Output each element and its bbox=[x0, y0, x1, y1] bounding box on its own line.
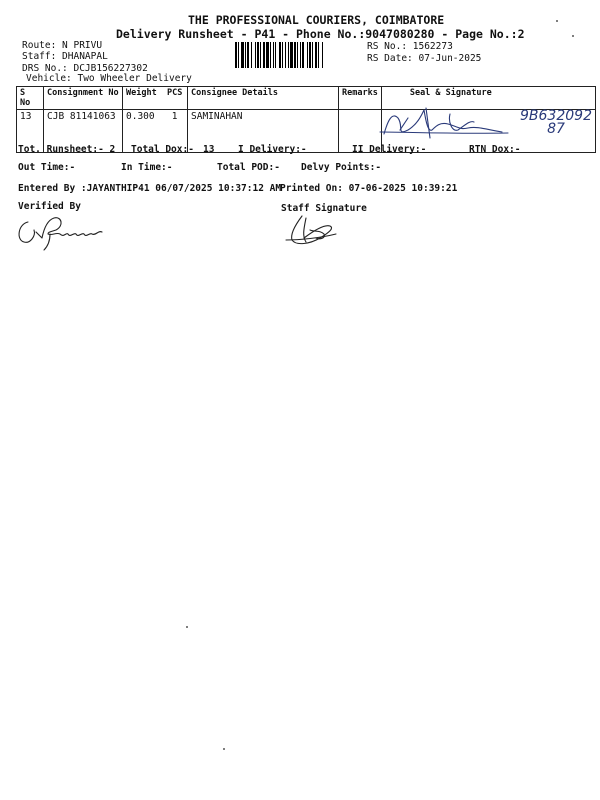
col-pcs: PCS bbox=[166, 88, 183, 98]
col-seal-signature: Seal & Signature bbox=[381, 87, 595, 110]
printed-on: Printed On: 07-06-2025 10:39:21 bbox=[280, 183, 458, 194]
scan-speck bbox=[572, 35, 574, 37]
barcode-bar bbox=[300, 42, 301, 68]
barcode-bar bbox=[235, 42, 237, 68]
barcode-bar bbox=[241, 42, 244, 68]
cell-sno: 13 bbox=[17, 110, 44, 153]
barcode-graphic bbox=[235, 42, 360, 68]
barcode-bar bbox=[294, 42, 296, 68]
cell-pcs: 1 bbox=[171, 111, 178, 122]
barcode-bar bbox=[288, 42, 289, 68]
barcode-bar bbox=[322, 42, 323, 68]
barcode-bar bbox=[263, 42, 265, 68]
route-label: Route: N PRIVU bbox=[22, 40, 103, 51]
col-weight-pcs bbox=[123, 87, 188, 110]
col-consignment: Consignment No bbox=[44, 87, 123, 110]
cell-consignment: CJB 81141063 bbox=[44, 110, 123, 153]
total-dox-label: Total Dox:- bbox=[131, 144, 194, 155]
out-time-label: Out Time:- bbox=[18, 162, 76, 173]
barcode-bar bbox=[260, 42, 261, 68]
total-pod-label: Total POD:- bbox=[217, 162, 280, 173]
barcode-bar bbox=[297, 42, 298, 68]
staff-signature bbox=[280, 210, 340, 248]
receiver-signature bbox=[378, 100, 528, 142]
scan-speck bbox=[186, 626, 188, 628]
barcode-bar bbox=[315, 42, 317, 68]
entered-by: Entered By :JAYANTHIP41 06/07/2025 10:37:12 AM bbox=[18, 183, 282, 194]
barcode-bar bbox=[309, 42, 311, 68]
drs-number: DRS No.: DCJB156227302 bbox=[22, 63, 148, 74]
barcode-bar bbox=[251, 42, 252, 68]
barcode bbox=[235, 42, 360, 68]
barcode-bar bbox=[275, 42, 276, 68]
total-dox-value: 13 bbox=[203, 144, 215, 155]
barcode-bar bbox=[318, 42, 319, 68]
vehicle-label: Vehicle: Two Wheeler Delivery bbox=[26, 73, 192, 84]
cell-weight: 0.300 bbox=[126, 111, 155, 122]
scan-speck bbox=[556, 20, 558, 22]
barcode-bar bbox=[307, 42, 308, 68]
barcode-bar bbox=[279, 42, 281, 68]
staff-label: Staff: DHANAPAL bbox=[22, 51, 108, 62]
barcode-bar bbox=[270, 42, 271, 68]
barcode-bar bbox=[255, 42, 256, 68]
barcode-bar bbox=[285, 42, 286, 68]
cell-consignee: SAMINAHAN bbox=[188, 110, 339, 153]
barcode-bar bbox=[257, 42, 259, 68]
staff-signature-label: Staff Signature bbox=[281, 203, 367, 214]
col-remarks: Remarks bbox=[339, 87, 382, 110]
runsheet-subtitle: Delivery Runsheet - P41 - Phone No.:9047080280 - Page No.:2 bbox=[116, 27, 525, 41]
barcode-bar bbox=[245, 42, 246, 68]
i-delivery-label: I Delivery:- bbox=[238, 144, 307, 155]
barcode-bar bbox=[238, 42, 239, 68]
scan-speck bbox=[223, 748, 225, 750]
rtn-dox-label: RTN Dox:- bbox=[469, 144, 521, 155]
handwritten-awb-note: 9B632092 87 bbox=[520, 108, 592, 137]
company-title: THE PROFESSIONAL COURIERS, COIMBATORE bbox=[188, 13, 445, 27]
barcode-bar bbox=[290, 42, 293, 68]
barcode-bar bbox=[302, 42, 304, 68]
barcode-bar bbox=[266, 42, 269, 68]
barcode-bar bbox=[273, 42, 274, 68]
barcode-bar bbox=[282, 42, 283, 68]
rs-date: RS Date: 07-Jun-2025 bbox=[367, 53, 482, 64]
col-consignee: Consignee Details bbox=[188, 87, 339, 110]
col-sno: S No bbox=[17, 87, 44, 110]
barcode-bar bbox=[312, 42, 313, 68]
total-runsheet: Tot. Runsheet:- 2 bbox=[18, 144, 116, 155]
verifier-signature bbox=[14, 210, 109, 252]
col-weight: Weight bbox=[126, 88, 157, 98]
verified-by-label: Verified By bbox=[18, 201, 81, 212]
rs-number: RS No.: 1562273 bbox=[367, 41, 453, 52]
ii-delivery-label: II Delivery:- bbox=[352, 144, 427, 155]
barcode-bar bbox=[247, 42, 249, 68]
delvy-points-label: Delvy Points:- bbox=[301, 162, 382, 173]
in-time-label: In Time:- bbox=[121, 162, 173, 173]
